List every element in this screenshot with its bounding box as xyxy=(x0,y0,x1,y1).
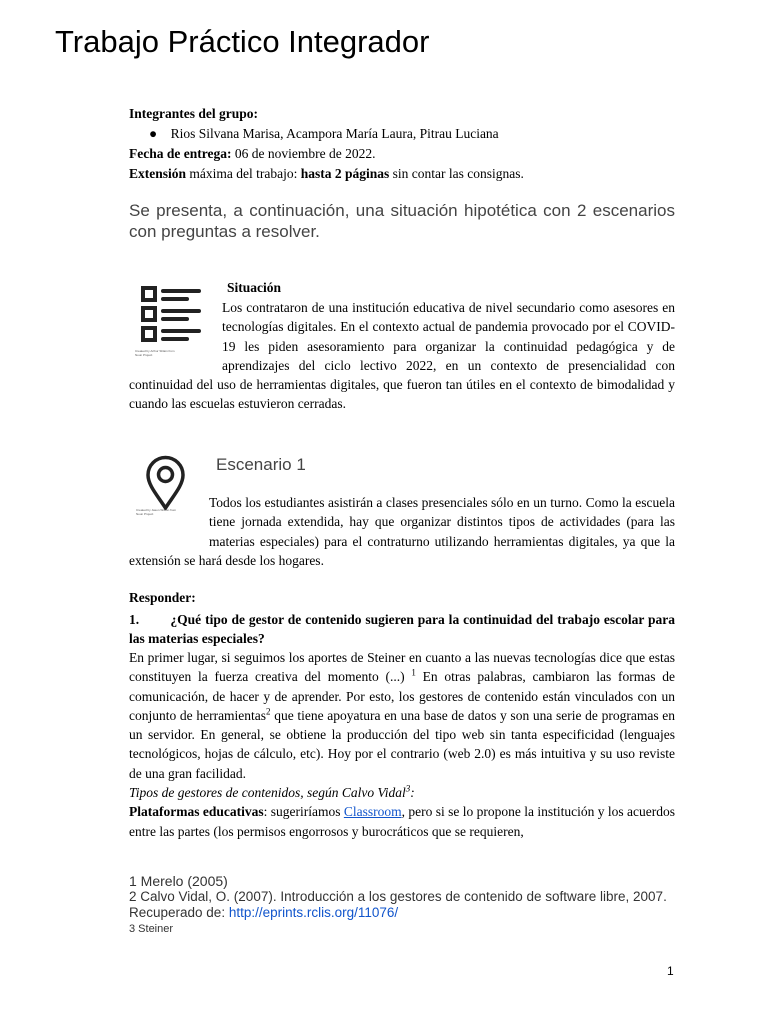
page-number: 1 xyxy=(667,964,674,978)
icon-caption: Created by Arthur Shlain from Noun Project xyxy=(135,349,175,357)
eprints-link[interactable]: http://eprints.rclis.org/11076/ xyxy=(228,905,399,920)
answer-1: En primer lugar, si seguimos los aportes de Steiner en cuanto a las nuevas tecnologías dice que estas constituyen la fuerza creativa del momento (...) $^1$ En otras palabras, cambiaron las formas de comunicación, de hacer y de aprender. Por esto, los gestores de contenido están vinculados con un conjunto de herramientas$^2$ que tiene apoyatura en una base de datos y son una serie de programas en un servidor. En general, se obtiene la producción del tipo web sin tanta especificidad (lenguajes tecnológicos, hojas de cálculo, etc). Hoy por el contrario (web 2.0) es más intuitiva y su uso reviste de una gran facilidad. Tipos de gestores de contenidos, según Calvo Vidal$^3$: Plataformas educativas: sugeriríamos Classroom, pero si se lo propone la institución y los acuerdos entre las partes (los permisos engorrosos y burocráticos que se requieren, xyxy=(129,650,675,839)
footnote-3: 3 Steiner xyxy=(129,923,174,935)
escenario-heading: Escenario 1 xyxy=(216,455,306,474)
footnote-2: 2 Calvo Vidal, O. (2007). Introducción a los gestores de contenido de software libre, 2007. Recuperado de: http://eprints.rclis.org/11076/ xyxy=(129,889,667,920)
tipos-heading: Tipos de gestores de contenidos, según Calvo Vidal$^3$: xyxy=(129,783,415,801)
footnote-ref-3[interactable]: 3 xyxy=(405,783,411,794)
question-1 xyxy=(129,611,675,648)
footnote-1: 1 Merelo (2005) xyxy=(129,873,228,889)
intro-text: Se presenta, a continuación, una situación hipotética con 2 escenarios con preguntas a resolver. xyxy=(129,201,675,241)
group-info xyxy=(129,104,524,184)
question-number: 1. xyxy=(129,612,140,627)
plataformas-label: Plataformas educativas xyxy=(129,804,264,820)
extension-line: Extensión máxima del trabajo: hasta 2 páginas sin contar las consignas. xyxy=(129,166,524,181)
classroom-link[interactable]: Classroom xyxy=(343,804,402,820)
integrantes-line xyxy=(129,124,524,144)
document-title: Trabajo Práctico Integrador xyxy=(55,24,430,59)
situacion-heading: Situación xyxy=(227,280,282,295)
icon-caption: Created by Jason Wilson from Noun Project xyxy=(136,508,177,516)
footnote-ref-1[interactable]: 1 xyxy=(411,667,416,678)
grupo-line: Integrantes del grupo: xyxy=(129,106,258,121)
footnote-ref-2[interactable]: 2 xyxy=(266,706,271,717)
escenario-text: Todos los estudiantes asistirán a clases presenciales sólo en un turno. Como la escuela tiene jornada extendida, hay que organizar distintos tipos de actividades (para las materias especiales) para el contraturno utilizando herramientas digitales, ya que la extensión se hará desde los hogares. xyxy=(129,495,675,568)
bullet-icon: ● xyxy=(149,126,158,141)
footnotes xyxy=(129,873,689,937)
fecha-line: Fecha de entrega: 06 de noviembre de 2022. xyxy=(129,146,376,161)
situacion-text: Los contrataron de una institución educativa de nivel secundario como asesores en tecnologías digitales. En el contexto actual de pandemia provocado por el COVID-19 les piden asesoramiento para organizar la continuidad pedagógica y de aprendizajes del ciclo lectivo 2022, en un contexto de presencialidad con continuidad del uso de herramientas digitales, que fueron tan útiles en el contexto de bimodalidad y cuando las escuelas estuvieron cerradas. xyxy=(129,300,675,412)
responder-label: Responder: xyxy=(129,590,196,605)
question-text: ¿Qué tipo de gestor de contenido sugieren para la continuidad del trabajo escolar para las materias especiales? xyxy=(129,612,675,646)
integrantes-text: Rios Silvana Marisa, Acampora María Laura, Pitrau Luciana xyxy=(170,126,499,141)
